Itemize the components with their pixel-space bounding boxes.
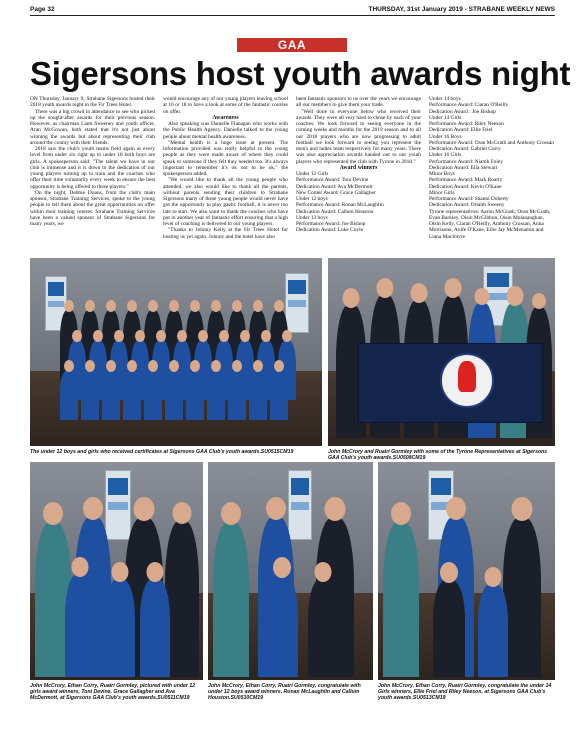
photo-person bbox=[207, 360, 225, 420]
award-line: Performance Award: Riley Neeson bbox=[429, 121, 504, 127]
award-line: Under 14 Girls bbox=[429, 114, 462, 121]
award-line: New Comer Award: Grace Gallagher bbox=[296, 189, 376, 196]
article-paragraph: Also speaking was Danielle Flanagan who works with the Public Health Agency. Danielle talked to the young people about mental health awareness. bbox=[163, 121, 288, 140]
award-line: Under 16 Girls bbox=[429, 152, 462, 159]
photo-caption: John McCrory, Ethan Corry, Ruairi Gormley, pictured with under 12 girls award winners, Toni Devine, Grace Gallagher and Ava McDermott, at Sigersons GAA Club's youth awards.SU0511CM19 bbox=[30, 683, 196, 701]
article-paragraph: 2018 saw the club's youth teams field again at every level from under six right up to under 18 both boys are girls. A spokesperson said: "The talent we have in our club is immense and it is down to the dedication of our young players turning up to train and the coaches who offer their time voluntarily every week to ensure the best opportunity is being offered to these players." bbox=[30, 146, 155, 190]
page-number: Page 32 bbox=[30, 6, 55, 13]
photo-person bbox=[213, 502, 249, 677]
award-line: Dedication Award: Ellie Friel bbox=[429, 127, 493, 134]
award-line: Performance Award: Shanni Doherty bbox=[429, 196, 509, 202]
section-tag: GAA bbox=[237, 38, 347, 52]
photo-person bbox=[60, 360, 78, 420]
award-line: Performance Award: Ciaran O'Reilly bbox=[429, 102, 509, 109]
award-line: Under 13 boys bbox=[296, 214, 328, 221]
award-line: Dedication Award: Ella Stewart bbox=[429, 164, 498, 171]
photo-under-12-group bbox=[30, 258, 322, 446]
award-line: Under 14 boys bbox=[429, 96, 461, 102]
photo-person bbox=[65, 557, 95, 677]
article-paragraph: "We would like to thank all the young people who attended, we also would like to thank all the parents, without parents sending their children to Strabane Sigersons many of these young people would never have got the opportunity to play gaelic football, it is never too late to start. We also want to thank the coaches who have put in another year of fantastic effort ensuring that a high level of coaching is delivered to our young players. bbox=[163, 177, 288, 227]
article-paragraph: On the night, Debbie Doans, from the club's main sponsor, Strabane Training Services, spoke to the young people to tell them about the great opportunities on offer within their training centres. Strabane Training Services have been a valued sponsor of Strabane Sigersons for many years, we bbox=[30, 189, 155, 227]
article-paragraph: been fantastic sponsors to us over the years we encourage all our members to give them your trade. bbox=[296, 96, 421, 109]
photo-person bbox=[433, 562, 465, 677]
photo-person bbox=[266, 557, 298, 677]
award-line: Dedication Award: Callum Houston bbox=[296, 208, 374, 215]
photo-person bbox=[249, 360, 267, 420]
award-line: Under 16 Boys bbox=[429, 133, 462, 140]
photo-person bbox=[102, 360, 120, 420]
photo-person bbox=[270, 360, 288, 420]
article-paragraph: "Mental health is a huge issue at present. The information provided was really helpful to the young people as they were made aware of where they could speak to someone if they felt they needed too. It's always important to remember it's ok not to be ok," the spokesperson added. bbox=[163, 139, 288, 177]
article-column-4 bbox=[429, 96, 555, 254]
article-paragraph: ON Thursday, January 9, Strabane Sigersons hosted their 2018 youth awards night in the Fir Trees Hotel. bbox=[30, 96, 155, 109]
photo-person bbox=[105, 562, 135, 677]
photo-person bbox=[81, 360, 99, 420]
photo-person bbox=[165, 502, 199, 677]
photo-under-12-girls-winners bbox=[30, 462, 203, 680]
photo-person bbox=[228, 360, 246, 420]
award-line: Performance Award: Mark Roarty bbox=[429, 177, 503, 184]
award-line: Under 12 boys bbox=[296, 196, 328, 202]
photo-tyrone-representatives bbox=[328, 258, 555, 446]
header-rule bbox=[30, 15, 555, 16]
award-line: Performance Award: Joe Bishop bbox=[296, 221, 366, 227]
photo-caption: John McCrory, Ethan Corry, Ruairi Gormley, congratulate with under 12 boys award winners, Ronan McLaughlin and Callum Houston.SU0510CM19 bbox=[208, 683, 361, 701]
article-subheading: Award winners bbox=[339, 164, 378, 171]
photo-under-14-girls-winners bbox=[378, 462, 555, 680]
award-list bbox=[429, 96, 555, 240]
award-line: Tyrone representatives: Aaron McGrath, Oran McGrath, Evan Barkley, Oisin McGibbon, Oisin Molanaughan, Oisin Kelly, Ciaran O'Reilly, Anthony Crossan, Anna Morrisone, Aoife O'Kane, Ellie Jay McMenamin and Liana MacIntyre bbox=[429, 208, 551, 240]
award-list bbox=[296, 171, 421, 234]
award-line: Dedication Award: Orlaith Sweeny bbox=[429, 202, 505, 209]
article-paragraph: would encourage any of our young players leaving school at 16 or 18 to have a look at some of the fantastic courses on offer. bbox=[163, 96, 288, 115]
award-line: Minor Girls bbox=[429, 189, 455, 196]
photo-person bbox=[165, 360, 183, 420]
photo-person bbox=[140, 562, 170, 677]
award-line: Dedication Award: Luke Coyle bbox=[296, 227, 364, 234]
award-line: Performance Award: Ronan McLaughlin bbox=[296, 202, 384, 209]
award-line: Dedication Award : Joe Bishop bbox=[429, 108, 496, 115]
photo-under-12-boys-winners bbox=[208, 462, 373, 680]
award-line: Under 12 Girls bbox=[296, 171, 329, 177]
award-line: Dedication Award: Kevin O'Kane bbox=[429, 183, 502, 190]
article-column-2 bbox=[163, 96, 288, 254]
photo-person bbox=[383, 502, 419, 677]
photo-person bbox=[478, 567, 508, 677]
photo-person bbox=[144, 360, 162, 420]
award-line: Performance Award: Oran McGrath and Anthony Crossan bbox=[429, 139, 554, 146]
award-line: Dedication Award: Ava McDermott bbox=[296, 183, 373, 190]
article-paragraph: There was a big crowd in attendance to see who picked up the sought-after awards for their previous season. However, as chairman Liam Sweeney and youth officer, Aran McGowan, both stated that it's not just about winning the awards but about representing their club around the county with their friends. bbox=[30, 108, 155, 146]
article-column-1 bbox=[30, 96, 155, 254]
award-line: Performance Award: Toni Devine bbox=[296, 177, 369, 184]
article-paragraph: "Well done to everyone below who received their awards. They were all very hard to chose by each of your coaches. We look forward to seeing everyone in the coming weeks and months for the 2019 season and to all our 2018 players who are now progressing to adult football we look forward to seeing you represent the men's and ladies team respectively for many years. There was also appreciation awards handed out to our youth players who represented the club with Tyrone in 2018." bbox=[296, 108, 421, 165]
headline: Sigersons host youth awards night bbox=[30, 55, 571, 92]
award-line: Dedication Award: Gabriel Corry bbox=[429, 146, 501, 152]
photo-caption: The under 12 boys and girls who received certificates at Sigersons GAA Club's youth awards.SU0515CM19 bbox=[30, 449, 294, 455]
article-paragraph: "Thanks to Johnny Kelly at the Fir Trees Hotel for hosting us yet again. Johnny and the hotel have also bbox=[163, 227, 288, 240]
photo-person bbox=[308, 562, 338, 677]
award-line: Performance Award: Niamh Foley bbox=[429, 158, 503, 165]
photo-caption: John McCrory, Ethan Corry, Ruairi Gormley, congratulate the under 14 Girls winners, Ellie Friel and Riley Neeson, at Sigersons GAA Club's youth awards.SU0513CM19 bbox=[378, 683, 552, 701]
issue-date-line: THURSDAY, 31st January 2019 - STRABANE WEEKLY NEWS bbox=[368, 6, 555, 13]
photo-person bbox=[186, 360, 204, 420]
award-line: Minor Boys bbox=[429, 171, 455, 177]
photo-person bbox=[123, 360, 141, 420]
article-subheading: Awareness bbox=[212, 114, 239, 121]
photo-person bbox=[503, 497, 541, 677]
photo-caption: John McCrory and Ruairi Gormley with some of the Tyrone Representatives at Sigersons GAA Club's youth awards.SU0508CM19 bbox=[328, 449, 548, 461]
article-column-3 bbox=[296, 96, 421, 254]
tyrone-flag bbox=[358, 343, 543, 423]
